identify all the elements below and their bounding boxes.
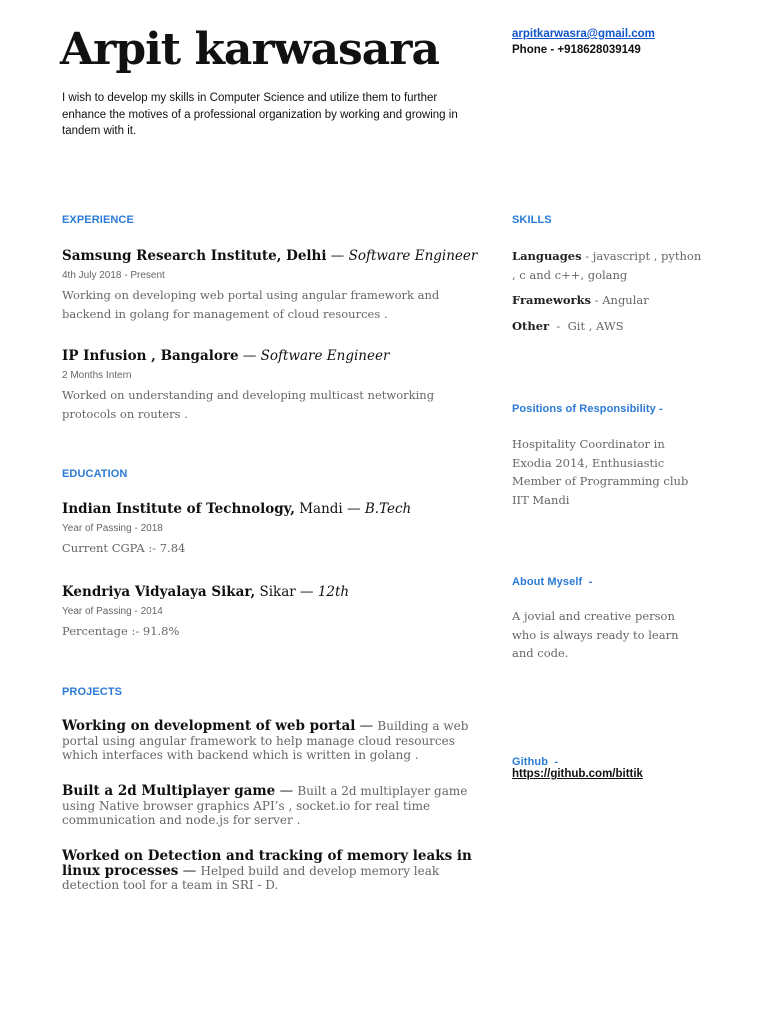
job-title [62, 348, 477, 364]
skills-list [512, 247, 702, 335]
passing-year: Year of Passing - 2014 [62, 606, 163, 617]
school-place: Sikar [255, 584, 296, 600]
skill-label: Other [512, 318, 550, 333]
grade: Current CGPA :- 7.84 [62, 541, 186, 555]
about-text: A jovial and creative person who is always ready to learn and code. [512, 609, 679, 660]
job-dates: 4th July 2018 - Present [62, 270, 165, 281]
section-heading: EDUCATION [62, 468, 128, 480]
skill-value: - javascript , python , c and c++, golang [512, 249, 702, 282]
skill-value: - Angular [591, 293, 649, 307]
skill-label: Languages [512, 249, 582, 263]
project-item [62, 849, 477, 893]
section-heading: About Myself - [512, 576, 593, 588]
separator: — [326, 248, 349, 264]
positions-text: Hospitality Coordinator in Exodia 2014, Enthusiastic Member of Programming club IIT Mandi [512, 437, 689, 507]
skill-value: - Git , AWS [549, 318, 624, 333]
objective-text: I wish to develop my skills in Computer Science and utilize them to further enhance the motives of a professional organization by working and growing in tandem with it. [62, 92, 458, 137]
section-heading: EXPERIENCE [62, 214, 134, 226]
employer-name: IP Infusion , Bangalore [62, 348, 239, 364]
job-role: Software Engineer [348, 248, 478, 264]
project-item [62, 719, 477, 763]
project-item [62, 784, 477, 828]
separator: — [342, 501, 365, 517]
skill-other [512, 317, 702, 336]
school-title [62, 584, 477, 600]
section-heading: SKILLS [512, 214, 552, 226]
positions-heading [512, 403, 712, 415]
degree: B.Tech [364, 501, 412, 517]
skill-label: Frameworks [512, 293, 592, 307]
project-title: Built a 2d Multiplayer game [62, 783, 276, 799]
separator: — [238, 348, 261, 364]
separator: — [295, 584, 318, 600]
project-description: Built a 2d multiplayer game using Native browser graphics API’s , socket.io for real time communication and node.js for server . [62, 784, 468, 827]
job-role: Software Engineer [260, 348, 390, 364]
skill-frameworks [512, 291, 702, 310]
separator: — [178, 862, 201, 879]
separator: — [355, 718, 378, 734]
employer-name: Samsung Research Institute, Delhi [62, 248, 327, 264]
about-heading [512, 576, 702, 588]
education-item [62, 584, 477, 641]
projects-heading [62, 686, 477, 698]
school-name: Kendriya Vidyalaya Sikar, [62, 584, 256, 600]
school-title [62, 501, 477, 517]
contact-block [512, 26, 655, 58]
job-title [62, 248, 477, 264]
project-description: Helped build and develop memory leak detection tool for a team in SRI - D. [62, 863, 440, 892]
job-dates: 2 Months Intern [62, 370, 132, 381]
school-name: Indian Institute of Technology, [62, 501, 295, 517]
section-heading: PROJECTS [62, 686, 123, 698]
skill-languages [512, 247, 702, 284]
experience-item [62, 248, 477, 324]
project-description: Building a web portal using angular framework to help manage cloud resources which interfaces with backend which is written in golang . [62, 719, 469, 762]
job-description: Worked on understanding and developing multicast networking protocols on routers . [62, 388, 435, 421]
education-heading [62, 468, 477, 480]
phone-number: Phone - +918628039149 [512, 44, 641, 56]
passing-year: Year of Passing - 2018 [62, 523, 163, 534]
degree: 12th [317, 584, 350, 600]
separator: — [275, 783, 298, 799]
project-title: Worked on Detection and tracking of memory leaks in linux processes [62, 848, 472, 879]
skills-heading [512, 214, 702, 226]
experience-heading [62, 214, 477, 226]
school-place: Mandi [294, 501, 343, 517]
grade: Percentage :- 91.8% [62, 624, 180, 638]
section-heading: Github - [512, 756, 559, 768]
section-heading: Positions of Responsibility - [512, 403, 663, 415]
email-link[interactable]: arpitkarwasra@gmail.com [512, 28, 655, 40]
education-item [62, 501, 477, 558]
resume-name: Arpit karwasara [60, 24, 439, 75]
project-title: Working on development of web portal [62, 718, 356, 734]
job-description: Working on developing web portal using angular framework and backend in golang for management of cloud resources . [62, 288, 440, 321]
github-block [512, 756, 702, 780]
experience-item [62, 348, 477, 424]
github-link[interactable]: https://github.com/bittik [512, 768, 643, 780]
